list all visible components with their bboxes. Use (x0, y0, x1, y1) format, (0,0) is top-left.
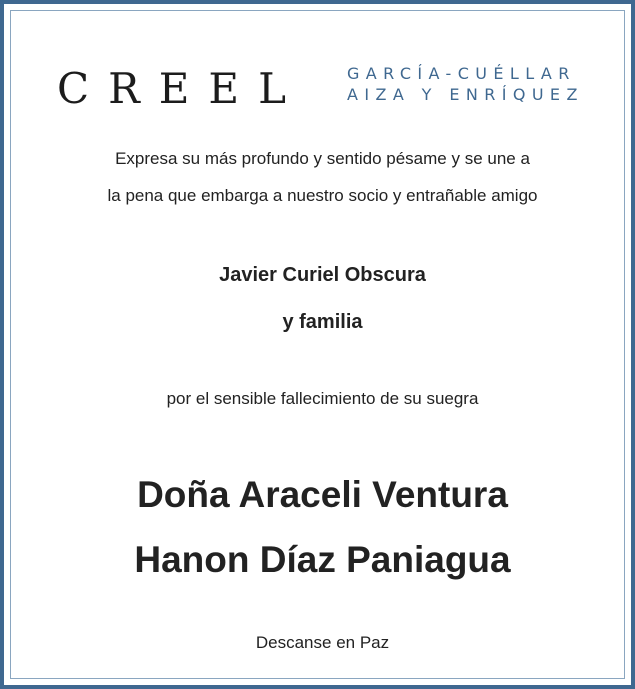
closing-line: Descanse en Paz (255, 633, 390, 652)
deceased-name-line-1: Doña Araceli Ventura (137, 474, 508, 515)
logo-subtitle-line2: AIZA Y ENRÍQUEZ (347, 85, 584, 104)
deceased-name-line-2: Hanon Díaz Paniagua (134, 539, 511, 580)
reason-line: por el sensible fallecimiento de su suegra (166, 389, 479, 408)
logo-subtitle (347, 63, 584, 105)
firm-logo (57, 59, 597, 119)
recipient-family: y familia (282, 311, 363, 333)
logo-subtitle-line1: GARCÍA-CUÉLLAR (347, 64, 576, 83)
recipient-name: Javier Curiel Obscura (219, 264, 426, 286)
intro-line-1: Expresa su más profundo y sentido pésame y se une a (115, 149, 530, 168)
obituary-inner-frame (10, 10, 625, 679)
intro-line-2: la pena que embarga a nuestro socio y entrañable amigo (107, 186, 538, 205)
logo-wordmark: CREEL (57, 64, 305, 113)
